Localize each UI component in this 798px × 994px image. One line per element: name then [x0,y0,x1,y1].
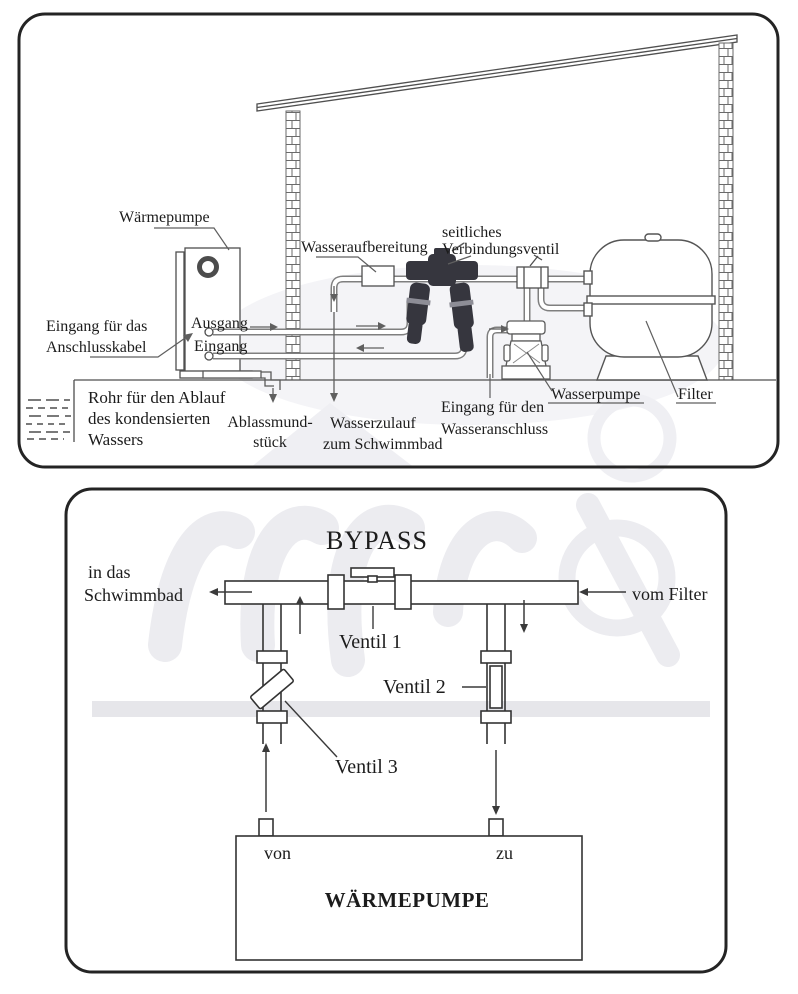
flange [481,711,511,723]
water-treatment-box [362,266,394,286]
label-anschlusskabel-2: Anschlusskabel [46,339,147,356]
heat-pump-port-zu [489,819,503,836]
label-eingang: Eingang [194,338,248,355]
label-seitliches: seitliches [442,224,502,241]
label-zu: zu [496,843,513,863]
label-verbindungsventil: Verbindungsventil [442,241,560,258]
label-wasseraufbereitung: Wasseraufbereitung [301,239,428,256]
watermark-band [92,701,710,717]
label-waermepumpe-box: WÄRMEPUMPE [324,888,490,912]
filter-base [597,356,707,380]
label-ausgang: Ausgang [191,315,248,332]
flange [257,711,287,723]
valve1-handle-stem [368,576,377,582]
label-wasserpumpe: Wasserpumpe [551,386,641,403]
label-ventil-1: Ventil 1 [339,631,402,653]
sight-glass-ventil2 [490,666,502,708]
label-ventil-2: Ventil 2 [383,676,446,698]
label-wasserzulauf-1: Wasserzulauf [330,415,416,432]
label-von: von [264,843,291,863]
label-filter: Filter [678,386,713,403]
label-indas-1: in das [88,562,131,582]
label-vom-filter: vom Filter [632,584,708,604]
water-pump [502,321,550,379]
valve1-flange-right [395,575,411,609]
label-rohr-3: Wassers [88,430,144,449]
label-indas-2: Schwimmbad [84,585,183,605]
valve1-flange-left [328,575,344,609]
heat-pump-port-von [259,819,273,836]
label-ventil-3: Ventil 3 [335,756,398,778]
label-waermepumpe: Wärmepumpe [119,209,210,226]
label-rohr-2: des kondensierten [88,409,211,428]
label-wasseranschluss-2: Wasseranschluss [441,421,549,438]
label-ablassmundstueck-2: stück [253,434,287,451]
label-rohr-1: Rohr für den Ablauf [88,388,226,407]
flange [257,651,287,663]
union-valve [517,255,548,288]
label-wasserzulauf-2: zum Schwimmbad [323,436,443,453]
label-ablassmundstueck-1: Ablassmund- [227,414,313,431]
wall-left [286,111,300,380]
label-anschlusskabel-1: Eingang für das [46,318,148,335]
wall-right [719,43,733,380]
water-symbol [26,400,71,439]
flange [481,651,511,663]
bypass-title: BYPASS [326,526,428,555]
label-wasseranschluss-1: Eingang für den [441,399,545,416]
